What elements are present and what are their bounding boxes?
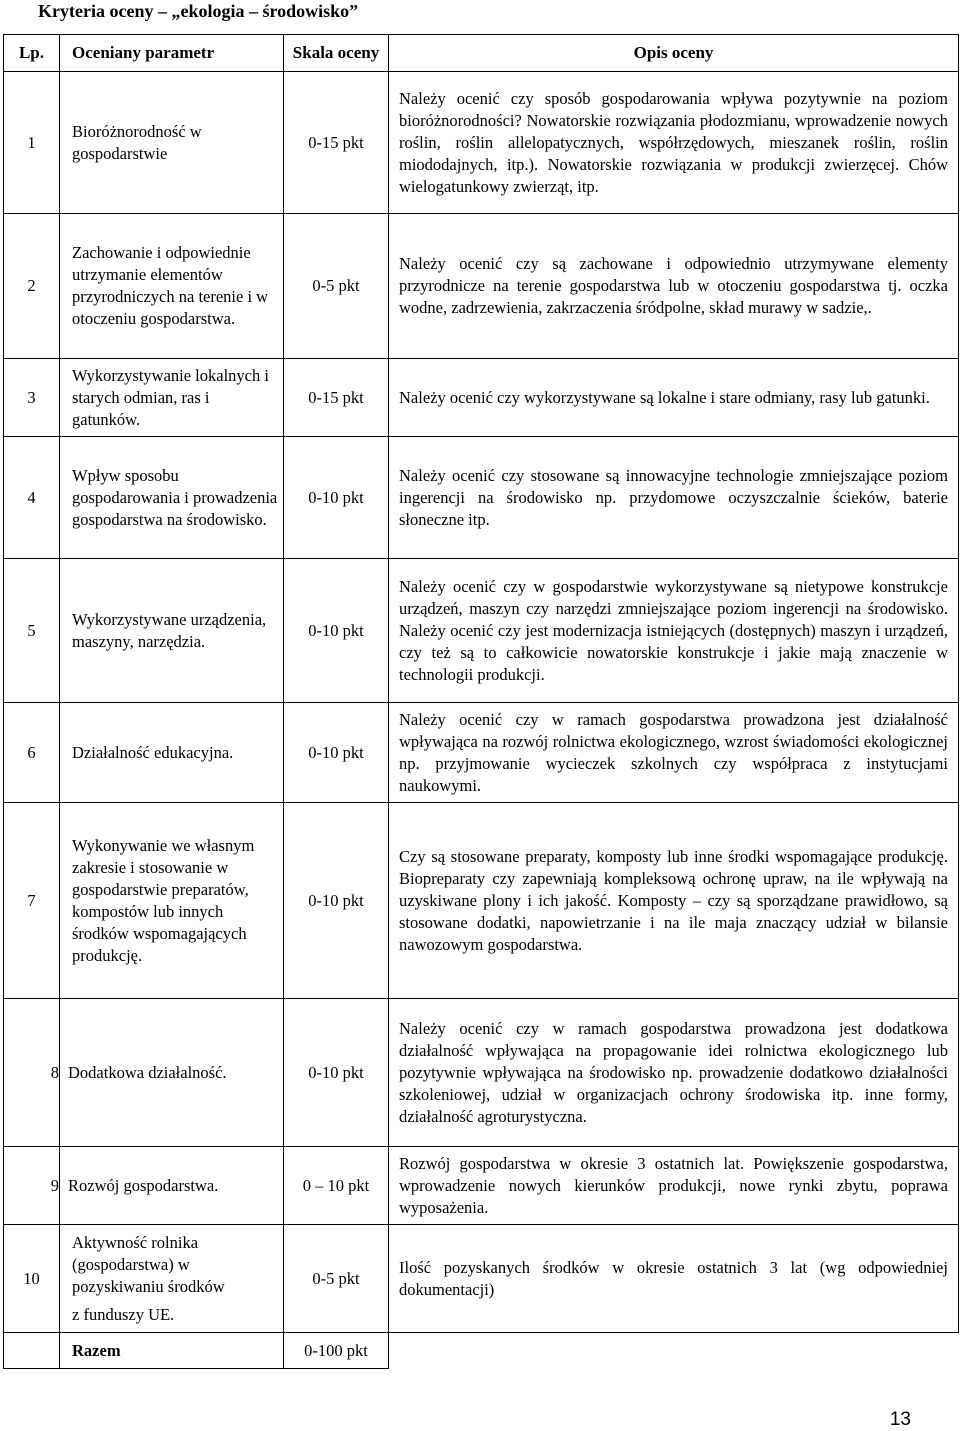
row-description: Należy ocenić czy wykorzystywane są lokalne i stare odmiany, rasy lub gatunki. — [389, 359, 959, 437]
row-number: 10 — [4, 1225, 60, 1333]
row-parameter: Wpływ sposobu gospodarowania i prowadzenia gospodarstwa na środowisko. — [60, 437, 284, 559]
row-number: 4 — [4, 437, 60, 559]
total-blank — [389, 1333, 959, 1369]
row-scale: 0-10 pkt — [284, 437, 389, 559]
row-number: 1 — [4, 72, 60, 214]
row-scale: 0-5 pkt — [284, 214, 389, 359]
header-scale: Skala oceny — [284, 35, 389, 72]
row-parameter: Zachowanie i odpowiednie utrzymanie elementów przyrodniczych na terenie i w otoczeniu gospodarstwa. — [60, 214, 284, 359]
row-number: 6 — [4, 703, 60, 803]
document-title: Kryteria oceny – „ekologia – środowisko” — [38, 1, 359, 21]
table-row — [4, 359, 959, 437]
row-scale: 0-15 pkt — [284, 359, 389, 437]
row-description: Należy ocenić czy sposób gospodarowania wpływa pozytywnie na poziom bioróżnorodności? Nowatorskie rozwiązania płodozmianu, wprowadzenie nowych roślin, roślin allelopatycznych, współrzędowych, mieszanek roślin, roślin miododajnych, itp.). Nowatorskie rozwiązania w produkcji zwierzęcej. Chów wielogatunkowy zwierząt, itp. — [389, 72, 959, 214]
row-scale: 0-15 pkt — [284, 72, 389, 214]
row-scale: 0-10 pkt — [284, 703, 389, 803]
table-row — [4, 703, 959, 803]
row-scale: 0-5 pkt — [284, 1225, 389, 1333]
table-row — [4, 1225, 959, 1333]
row-number: 8 — [4, 999, 60, 1147]
page-number: 13 — [889, 1409, 911, 1430]
row-parameter — [60, 1225, 284, 1333]
row-parameter: Wykorzystywane urządzenia, maszyny, narzędzia. — [60, 559, 284, 703]
table-row — [4, 437, 959, 559]
row-parameter-text: Aktywność rolnika (gospodarstwa) w pozyskiwaniu środków — [72, 1232, 225, 1296]
row-description: Ilość pozyskanych środków w okresie ostatnich 3 lat (wg odpowiedniej dokumentacji) — [389, 1225, 959, 1333]
row-description: Należy ocenić czy stosowane są innowacyjne technologie zmniejszające poziom ingerencji na środowisko np. przydomowe oczyszczalnie ścieków, baterie słoneczne itp. — [389, 437, 959, 559]
table-row — [4, 999, 959, 1147]
row-parameter: Wykorzystywanie lokalnych i starych odmian, ras i gatunków. — [60, 359, 284, 437]
row-scale: 0-10 pkt — [284, 999, 389, 1147]
total-spacer — [4, 1333, 60, 1369]
table-row — [4, 72, 959, 214]
table-header-row — [4, 35, 959, 72]
total-label: Razem — [60, 1333, 284, 1369]
header-desc: Opis oceny — [389, 35, 959, 72]
row-number: 2 — [4, 214, 60, 359]
row-number: 9 — [4, 1147, 60, 1225]
table-row — [4, 803, 959, 999]
row-number: 7 — [4, 803, 60, 999]
header-lp: Lp. — [4, 35, 60, 72]
row-parameter: Dodatkowa działalność. — [60, 999, 284, 1147]
row-description: Należy ocenić czy w ramach gospodarstwa prowadzona jest dodatkowa działalność wpływająca na propagowanie idei rolnictwa ekologicznego lub pozytywnie wpływająca na środowisko np. prowadzenie dodatkowo działalności szkoleniowej, udział w organizacjach ochrony środowiska itp. inne formy, działalność agroturystyczna. — [389, 999, 959, 1147]
total-row — [4, 1333, 959, 1369]
row-description: Czy są stosowane preparaty, komposty lub inne środki wspomagające produkcję. Biopreparaty czy zapewniają kompleksową ochronę upraw, na ile wpływają na uzyskiwane plony i ich jakość. Komposty – czy są sporządzane prawidłowo, są stosowane dodatki, napowietrzanie i na ile maja znaczący udział w bilansie nawozowym gospodarstwa. — [389, 803, 959, 999]
row-parameter: Wykonywanie we własnym zakresie i stosowanie w gospodarstwie preparatów, kompostów lub innych środków wspomagających produkcję. — [60, 803, 284, 999]
header-param: Oceniany parametr — [60, 35, 284, 72]
row-parameter: Działalność edukacyjna. — [60, 703, 284, 803]
row-description: Należy ocenić czy w ramach gospodarstwa prowadzona jest działalność wpływająca na rozwój rolnictwa ekologicznego, wzrost świadomości ekologicznej np. przyjmowanie wycieczek szkolnych czy współpraca z instytucjami naukowymi. — [389, 703, 959, 803]
table-row — [4, 559, 959, 703]
row-description: Rozwój gospodarstwa w okresie 3 ostatnich lat. Powiększenie gospodarstwa, wprowadzenie nowych kierunków produkcji, nowe rynki zbytu, poprawa wyposażenia. — [389, 1147, 959, 1225]
row-parameter: Rozwój gospodarstwa. — [60, 1147, 284, 1225]
row-scale: 0-10 pkt — [284, 803, 389, 999]
row-number: 3 — [4, 359, 60, 437]
row-parameter-extra: z funduszy UE. — [72, 1304, 175, 1324]
table-row — [4, 1147, 959, 1225]
criteria-table — [3, 34, 959, 1369]
row-scale: 0 – 10 pkt — [284, 1147, 389, 1225]
row-number: 5 — [4, 559, 60, 703]
total-scale: 0-100 pkt — [284, 1333, 389, 1369]
row-description: Należy ocenić czy w gospodarstwie wykorzystywane są nietypowe konstrukcje urządzeń, maszyn czy narzędzi zmniejszające poziom ingerencji na środowisko. Należy ocenić czy jest modernizacja istniejących (dostępnych) maszyn i urządzeń, czy też są to całkowicie nowatorskie konstrukcje i jakie mają znaczenie w technologii produkcji. — [389, 559, 959, 703]
table-row — [4, 214, 959, 359]
row-description: Należy ocenić czy są zachowane i odpowiednio utrzymywane elementy przyrodnicze na terenie gospodarstwa lub w otoczeniu gospodarstwa tj. oczka wodne, zadrzewienia, zakrzaczenia śródpolne, skład murawy w sadzie,. — [389, 214, 959, 359]
row-parameter: Bioróżnorodność w gospodarstwie — [60, 72, 284, 214]
row-scale: 0-10 pkt — [284, 559, 389, 703]
